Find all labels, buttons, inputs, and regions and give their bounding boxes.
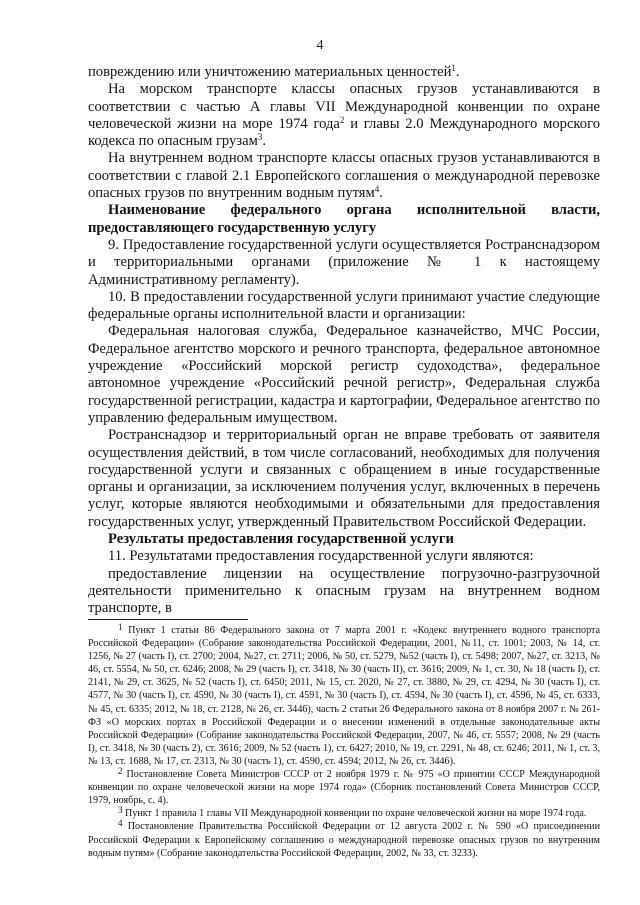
footnote bbox=[88, 820, 600, 859]
footnote-text: Пункт 1 статьи 86 Федерального закона от 7 марта 2001 г. «Кодекс внутреннего водного транспорта Российской Федерации» (Собрание законодательства Российской Федерации, 2001, №11, ст. 1001; 2003, № 14, ст. 1256, № 27 (часть I), ст. 2700; 2004, №27, ст. 2711; 2006, № 50, ст. 5279, №52 (часть I), ст. 5498; 2007, №27, ст. 3213, № 46, ст. 5554, № 50, ст. 6246; 2008, № 29 (часть I), ст. 3418, № 30 (часть II), ст. 3616; 2009, № 1, ст. 30, № 18 (часть I), ст. 2141, № 29, ст. 3625, № 52 (часть I), ст. 6450; 2011, № 15, ст. 2020, № 27, ст. 3880, № 29, ст. 4294, № 30 (часть I), ст. 4577, № 30 (часть I), ст. 4590, № 30 (часть I), ст. 4591, № 30 (часть I), ст. 4594, № 30 (часть I), ст. 4596, № 45, ст. 6333, № 45, ст. 6335; 2012, № 18, ст. 2128, № 26, ст. 3446), часть 2 статьи 26 Федерального закона от 8 ноября 2007 г. № 261-ФЗ «О морских портах в Российской Федерации и о внесении изменений в отдельные законодательные акты Российской Федерации» (Собрание законодательства Российской Федерации, 2007, № 46, ст. 5557; 2008, № 29 (часть I), ст. 3418, № 30 (часть 2), ст. 3616; 2009, № 52 (часть 1), ст. 6427; 2010, № 19, ст. 2291, № 48, ст. 6246; 2011, № 1, ст. 3, № 13, ст. 1688, № 17, ст. 2313, № 30 (часть 1), ст. 4590, ст. 4594; 2012, № 26, ст. 3446). bbox=[88, 625, 600, 767]
footnote-separator bbox=[88, 619, 248, 620]
footnote-text: Постановление Правительства Российской Федерации от 12 августа 2002 г. № 590 «О присоединении Российской Федерации к Европейскому соглашению о международной перевозке опасных грузов по внутренним водным путям» (Собрание законодательства Российской Федерации, 2002, № 33, ст. 3233). bbox=[88, 821, 600, 859]
paragraph: На морском транспорте классы опасных грузов устанавливаются в соответствии с частью А главы VII Международной конвенции по охране человеческой жизни на море 1974 года$^2$ и главы 2.0 Международного морского кодекса по опасным грузам$^3$. bbox=[88, 81, 600, 150]
footnote-number: 3 bbox=[118, 805, 123, 816]
page-number: 4 bbox=[316, 38, 324, 53]
paragraph: Ространснадзор и территориальный орган не вправе требовать от заявителя осуществления действий, в том числе согласований, необходимых для получения государственной услуги и связанных с обращением в иные государственные органы и организации, за исключением получения услуг, включенных в перечень услуг, которые являются необходимыми и обязательными для предоставления государственных услуг, утвержденный Правительством Российской Федерации. bbox=[88, 427, 600, 530]
footnote-ref[interactable]: 4 bbox=[374, 184, 380, 195]
paragraph: Федеральная налоговая служба, Федеральное казначейство, МЧС России, Федеральное агентство морского и речного транспорта, федеральное автономное учреждение «Российский морской регистр судоходства», федеральное автономное учреждение «Российский речной регистр», Федеральная служба государственной регистрации, кадастра и картографии, Федеральное агентство по управлению федеральным имуществом. bbox=[88, 323, 600, 426]
main-text bbox=[88, 64, 600, 618]
footnote-ref[interactable]: 2 bbox=[339, 114, 345, 125]
footnote bbox=[88, 768, 600, 807]
footnote-text: Постановление Совета Министров СССР от 2 ноября 1979 г. № 975 «О принятии СССР Международной конвенции по охране человеческой жизни на море 1974 года» (Сборник постановлений Совета Министров СССР, 1979, ноябрь, с. 4). bbox=[88, 769, 600, 807]
paragraph: 9. Предоставление государственной услуги осуществляется Ространснадзором и территориальными органами (приложение № 1 к настоящему Административному регламенту). bbox=[88, 236, 600, 288]
footnote-number: 1 bbox=[118, 622, 123, 632]
footnote-ref[interactable]: 1 bbox=[451, 63, 456, 73]
section-heading: Наименование федерального органа исполнительной власти, предоставляющего государственную услугу bbox=[88, 202, 600, 236]
paragraph: предоставление лицензии на осуществление погрузочно-разгрузочной деятельности применительно к опасным грузам на внутреннем водном транспорте, в bbox=[88, 565, 600, 617]
footnote bbox=[88, 807, 600, 820]
footnote-number: 4 bbox=[118, 818, 123, 829]
footnotes bbox=[88, 624, 600, 860]
footnote-ref[interactable]: 3 bbox=[257, 132, 263, 143]
paragraph: повреждению или уничтожению материальных ценностей$^1$. bbox=[88, 63, 460, 80]
paragraph: 10. В предоставлении государственной услуги принимают участие следующие федеральные органы исполнительной власти и организации: bbox=[88, 288, 600, 323]
paragraph-text: На внутреннем водном транспорте классы опасных грузов устанавливаются в соответствии с главой 2.1 Европейского соглашения о международной перевозке опасных грузов по внутренним водным путям bbox=[88, 150, 600, 202]
paragraph: 11. Результатами предоставления государственной услуги являются: bbox=[108, 548, 534, 565]
paragraph: На внутреннем водном транспорте классы опасных грузов устанавливаются в соответствии с главой 2.1 Европейского соглашения о международной перевозке опасных грузов по внутренним водным путям$^4$. bbox=[88, 150, 600, 202]
paragraph-text: повреждению или уничтожению материальных ценностей bbox=[88, 64, 452, 80]
paragraph-text: и главы 2.0 Международного морского кодекса по опасным грузам bbox=[88, 115, 600, 150]
footnote-text: Пункт 1 правила 1 главы VII Международной конвенции по охране человеческой жизни на море 1974 года. bbox=[125, 808, 587, 820]
section-heading: Результаты предоставления государственной услуги bbox=[108, 531, 454, 548]
paragraph-text: На морском транспорте классы опасных грузов устанавливаются в соответствии с частью А главы VII Международной конвенции по охране человеческой жизни на море 1974 года bbox=[88, 81, 600, 132]
footnote-number: 2 bbox=[118, 766, 123, 777]
footnote bbox=[88, 624, 600, 768]
